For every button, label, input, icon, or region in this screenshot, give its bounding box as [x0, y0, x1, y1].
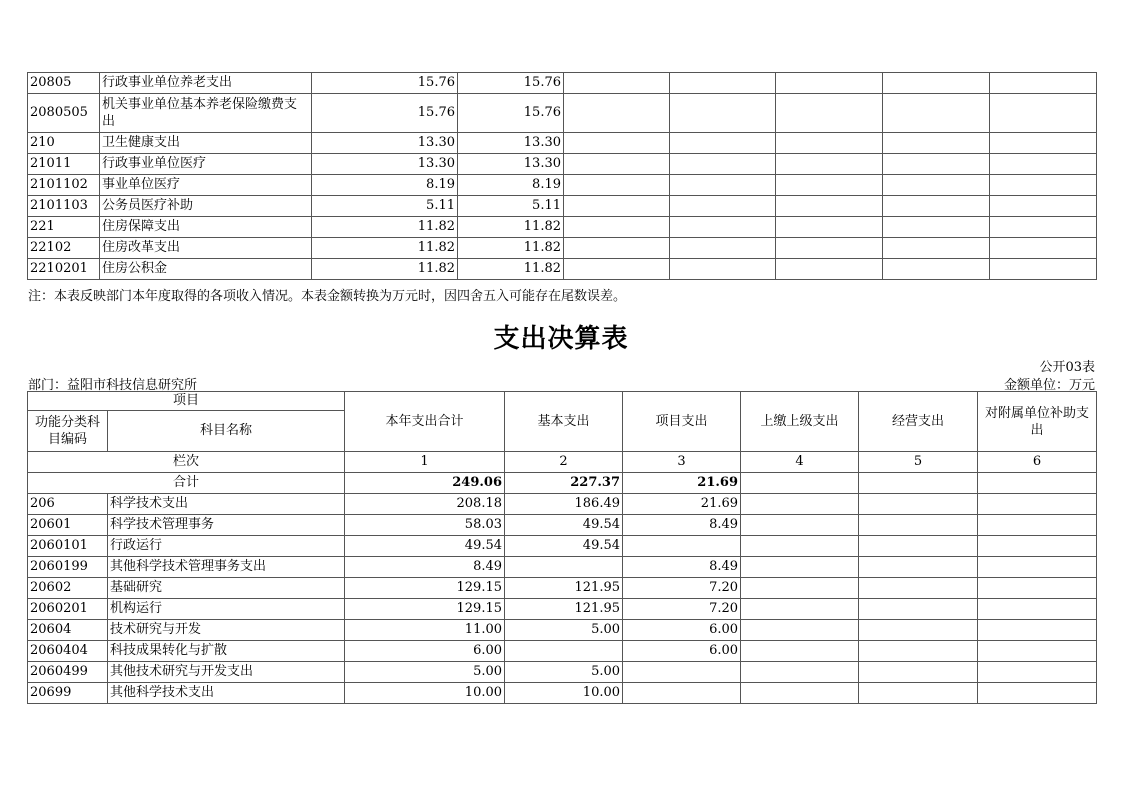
row-empty	[883, 196, 990, 217]
income-table-continued	[27, 72, 1097, 280]
row-upper	[741, 494, 859, 515]
department-label: 部门：益阳市科技信息研究所	[28, 378, 198, 393]
row-project	[623, 662, 741, 683]
total-business	[859, 473, 978, 494]
row-business	[859, 599, 978, 620]
row-empty	[883, 259, 990, 280]
header-total: 本年支出合计	[345, 392, 505, 452]
row-empty	[883, 217, 990, 238]
row-business	[859, 620, 978, 641]
row-code: 2101103	[28, 196, 100, 217]
table-row	[28, 620, 1097, 641]
table-row	[28, 238, 1097, 259]
row-code: 2060404	[28, 641, 108, 662]
row-project	[623, 683, 741, 704]
header-subject-name: 科目名称	[108, 411, 345, 452]
total-basic: 227.37	[505, 473, 623, 494]
row-code: 22102	[28, 238, 100, 259]
row-empty	[776, 238, 883, 259]
row-total: 129.15	[345, 578, 505, 599]
row-subsidiary	[978, 683, 1097, 704]
row-project: 7.20	[623, 599, 741, 620]
row-value-1: 13.30	[312, 154, 458, 175]
row-business	[859, 494, 978, 515]
row-business	[859, 515, 978, 536]
column-number-row	[28, 452, 1097, 473]
row-name: 机构运行	[108, 599, 345, 620]
column-1: 1	[345, 452, 505, 473]
row-empty	[776, 154, 883, 175]
row-subsidiary	[978, 599, 1097, 620]
row-project: 6.00	[623, 641, 741, 662]
row-code: 2080505	[28, 94, 100, 133]
row-empty	[564, 94, 670, 133]
row-total: 58.03	[345, 515, 505, 536]
row-code: 20699	[28, 683, 108, 704]
table-row	[28, 196, 1097, 217]
row-business	[859, 683, 978, 704]
row-empty	[883, 94, 990, 133]
row-subsidiary	[978, 494, 1097, 515]
row-empty	[564, 217, 670, 238]
row-basic: 186.49	[505, 494, 623, 515]
row-empty	[990, 196, 1097, 217]
row-value-1: 15.76	[312, 94, 458, 133]
row-business	[859, 578, 978, 599]
row-empty	[776, 196, 883, 217]
row-basic	[505, 641, 623, 662]
row-business	[859, 557, 978, 578]
row-empty	[670, 217, 776, 238]
row-code: 21011	[28, 154, 100, 175]
row-code: 2101102	[28, 175, 100, 196]
row-name: 科学技术支出	[108, 494, 345, 515]
row-upper	[741, 578, 859, 599]
row-code: 210	[28, 133, 100, 154]
row-name: 卫生健康支出	[100, 133, 312, 154]
table-row	[28, 557, 1097, 578]
row-project: 8.49	[623, 557, 741, 578]
row-empty	[776, 73, 883, 94]
table-row	[28, 494, 1097, 515]
column-2: 2	[505, 452, 623, 473]
row-empty	[883, 73, 990, 94]
row-name: 科技成果转化与扩散	[108, 641, 345, 662]
row-empty	[670, 133, 776, 154]
header-business: 经营支出	[859, 392, 978, 452]
row-total: 208.18	[345, 494, 505, 515]
row-empty	[883, 175, 990, 196]
row-upper	[741, 599, 859, 620]
row-total: 11.00	[345, 620, 505, 641]
row-basic: 121.95	[505, 578, 623, 599]
row-name: 其他技术研究与开发支出	[108, 662, 345, 683]
row-project	[623, 536, 741, 557]
row-name: 事业单位医疗	[100, 175, 312, 196]
row-empty	[564, 175, 670, 196]
row-subsidiary	[978, 620, 1097, 641]
column-4: 4	[741, 452, 859, 473]
row-empty	[564, 73, 670, 94]
row-name: 基础研究	[108, 578, 345, 599]
header-subsidiary: 对附属单位补助支出	[978, 392, 1097, 452]
row-value-2: 15.76	[458, 94, 564, 133]
row-basic: 10.00	[505, 683, 623, 704]
table-row	[28, 175, 1097, 196]
row-upper	[741, 641, 859, 662]
row-code: 20805	[28, 73, 100, 94]
row-business	[859, 641, 978, 662]
row-empty	[990, 94, 1097, 133]
row-empty	[564, 154, 670, 175]
table-row	[28, 133, 1097, 154]
row-code: 2060201	[28, 599, 108, 620]
row-upper	[741, 557, 859, 578]
row-empty	[670, 259, 776, 280]
row-empty	[990, 217, 1097, 238]
row-basic: 5.00	[505, 620, 623, 641]
row-empty	[670, 154, 776, 175]
row-code: 20601	[28, 515, 108, 536]
amount-unit-label: 金额单位：万元	[1003, 378, 1095, 393]
row-empty	[883, 133, 990, 154]
row-total: 129.15	[345, 599, 505, 620]
header-upper: 上缴上级支出	[741, 392, 859, 452]
row-code: 2060199	[28, 557, 108, 578]
table-row	[28, 217, 1097, 238]
table-row	[28, 683, 1097, 704]
row-empty	[564, 259, 670, 280]
row-value-1: 13.30	[312, 133, 458, 154]
row-value-2: 13.30	[458, 154, 564, 175]
row-name: 其他科学技术支出	[108, 683, 345, 704]
row-upper	[741, 515, 859, 536]
total-amount: 249.06	[345, 473, 505, 494]
form-code: 公开03表	[1039, 360, 1095, 375]
row-business	[859, 536, 978, 557]
header-item: 项目	[28, 392, 345, 411]
row-name: 科学技术管理事务	[108, 515, 345, 536]
row-empty	[564, 238, 670, 259]
row-name: 机关事业单位基本养老保险缴费支出	[100, 94, 312, 133]
table-row	[28, 259, 1097, 280]
row-subsidiary	[978, 578, 1097, 599]
page-title: 支出决算表	[493, 324, 629, 354]
row-value-2: 11.82	[458, 217, 564, 238]
row-basic: 49.54	[505, 515, 623, 536]
row-subsidiary	[978, 641, 1097, 662]
row-project: 6.00	[623, 620, 741, 641]
row-code: 2060499	[28, 662, 108, 683]
row-empty	[990, 238, 1097, 259]
row-upper	[741, 662, 859, 683]
row-empty	[564, 196, 670, 217]
row-subsidiary	[978, 536, 1097, 557]
row-empty	[670, 73, 776, 94]
row-subsidiary	[978, 515, 1097, 536]
row-value-1: 15.76	[312, 73, 458, 94]
row-name: 公务员医疗补助	[100, 196, 312, 217]
row-empty	[776, 94, 883, 133]
header-func-code: 功能分类科目编码	[28, 411, 108, 452]
row-value-2: 8.19	[458, 175, 564, 196]
table-row	[28, 662, 1097, 683]
row-total: 10.00	[345, 683, 505, 704]
row-empty	[564, 133, 670, 154]
table-row	[28, 154, 1097, 175]
expenditure-table-body	[28, 494, 1097, 704]
row-value-1: 11.82	[312, 259, 458, 280]
total-subsidiary	[978, 473, 1097, 494]
row-value-1: 8.19	[312, 175, 458, 196]
total-row	[28, 473, 1097, 494]
row-value-2: 15.76	[458, 73, 564, 94]
row-name: 行政运行	[108, 536, 345, 557]
expenditure-table	[27, 391, 1097, 704]
row-empty	[670, 238, 776, 259]
row-subsidiary	[978, 557, 1097, 578]
row-empty	[883, 154, 990, 175]
income-table-body	[28, 73, 1097, 280]
row-empty	[776, 217, 883, 238]
column-3: 3	[623, 452, 741, 473]
row-code: 2210201	[28, 259, 100, 280]
row-empty	[990, 259, 1097, 280]
table-row	[28, 515, 1097, 536]
row-upper	[741, 536, 859, 557]
row-empty	[670, 94, 776, 133]
row-upper	[741, 683, 859, 704]
row-empty	[883, 238, 990, 259]
row-value-1: 5.11	[312, 196, 458, 217]
total-project: 21.69	[623, 473, 741, 494]
column-label: 栏次	[28, 452, 345, 473]
table-row	[28, 641, 1097, 662]
row-name: 其他科学技术管理事务支出	[108, 557, 345, 578]
total-upper	[741, 473, 859, 494]
column-6: 6	[978, 452, 1097, 473]
row-total: 8.49	[345, 557, 505, 578]
row-empty	[776, 175, 883, 196]
row-code: 20604	[28, 620, 108, 641]
table-row	[28, 73, 1097, 94]
row-name: 住房公积金	[100, 259, 312, 280]
row-empty	[990, 154, 1097, 175]
row-subsidiary	[978, 662, 1097, 683]
header-project: 项目支出	[623, 392, 741, 452]
row-basic	[505, 557, 623, 578]
row-name: 行政事业单位医疗	[100, 154, 312, 175]
row-empty	[776, 133, 883, 154]
row-basic: 121.95	[505, 599, 623, 620]
row-value-2: 11.82	[458, 238, 564, 259]
total-label: 合计	[28, 473, 345, 494]
row-value-2: 13.30	[458, 133, 564, 154]
row-project: 8.49	[623, 515, 741, 536]
row-code: 20602	[28, 578, 108, 599]
row-value-2: 5.11	[458, 196, 564, 217]
row-value-1: 11.82	[312, 217, 458, 238]
row-empty	[670, 196, 776, 217]
row-basic: 49.54	[505, 536, 623, 557]
row-empty	[776, 259, 883, 280]
row-empty	[990, 73, 1097, 94]
row-total: 5.00	[345, 662, 505, 683]
table-row	[28, 94, 1097, 133]
row-total: 49.54	[345, 536, 505, 557]
table-note: 注：本表反映部门本年度取得的各项收入情况。本表金额转换为万元时，因四舍五入可能存在尾数误差。	[28, 289, 627, 304]
row-code: 221	[28, 217, 100, 238]
table-row	[28, 578, 1097, 599]
row-empty	[670, 175, 776, 196]
row-upper	[741, 620, 859, 641]
table-row	[28, 599, 1097, 620]
row-code: 206	[28, 494, 108, 515]
row-name: 行政事业单位养老支出	[100, 73, 312, 94]
row-code: 2060101	[28, 536, 108, 557]
row-empty	[990, 175, 1097, 196]
row-name: 技术研究与开发	[108, 620, 345, 641]
row-name: 住房保障支出	[100, 217, 312, 238]
column-5: 5	[859, 452, 978, 473]
row-project: 7.20	[623, 578, 741, 599]
row-empty	[990, 133, 1097, 154]
row-basic: 5.00	[505, 662, 623, 683]
header-basic: 基本支出	[505, 392, 623, 452]
row-total: 6.00	[345, 641, 505, 662]
row-value-1: 11.82	[312, 238, 458, 259]
table-row	[28, 536, 1097, 557]
row-project: 21.69	[623, 494, 741, 515]
row-value-2: 11.82	[458, 259, 564, 280]
row-name: 住房改革支出	[100, 238, 312, 259]
row-business	[859, 662, 978, 683]
